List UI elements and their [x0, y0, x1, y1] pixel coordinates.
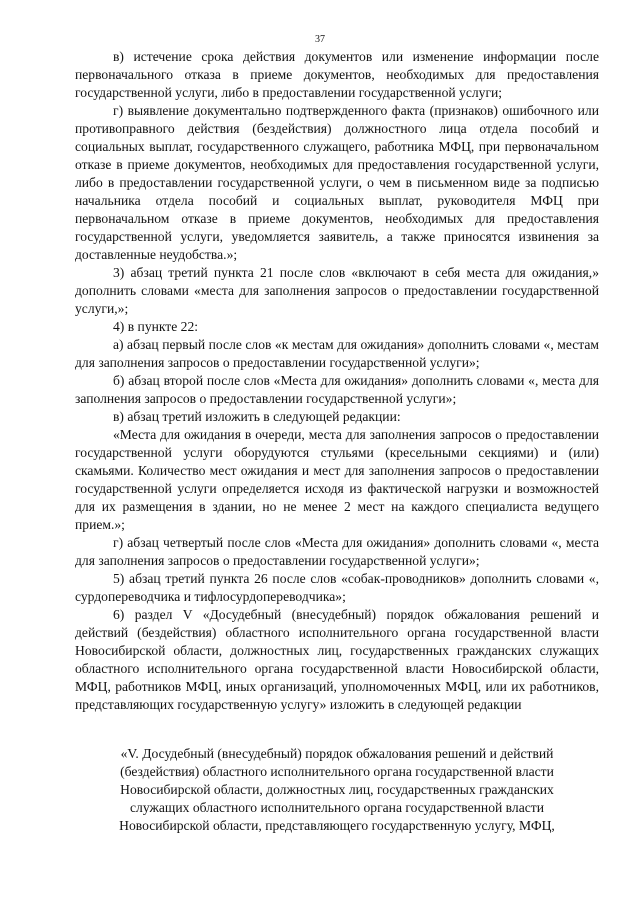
paragraph-item-4: 4) в пункте 22:	[113, 319, 199, 334]
paragraph-item-4g: г) абзац четвертый после слов «Места для ожидания» дополнить словами «, места для заполнения запросов о предоставлении государственной услуги»;	[75, 535, 599, 568]
paragraph-item-4v: в) абзац третий изложить в следующей редакции:	[113, 409, 401, 424]
heading-line: Новосибирской области, представляющего государственную услугу, МФЦ,	[119, 818, 555, 833]
heading-line: «V. Досудебный (внесудебный) порядок обжалования решений и действий	[120, 746, 554, 761]
body-text	[75, 48, 599, 714]
paragraph-item-6: 6) раздел V «Досудебный (внесудебный) порядок обжалования решений и действий (бездействия) областного исполнительного органа государственной власти Новосибирской области, должностных лиц, государственных гражданских служащих областного исполнительного органа государственной власти Новосибирской области, МФЦ, работников МФЦ, иных организаций, уполномоченных МФЦ, или их работников, представляющих государственную услугу» изложить в следующей редакции	[75, 607, 599, 712]
page-number: 37	[315, 34, 325, 45]
heading-line: Новосибирской области, должностных лиц, государственных гражданских	[120, 782, 554, 797]
heading-line: (бездействия) областного исполнительного органа государственной власти	[120, 764, 554, 779]
heading-line: служащих областного исполнительного органа государственной власти	[130, 800, 544, 815]
paragraph-g: г) выявление документально подтвержденного факта (признаков) ошибочного или противоправного действия (бездействия) должностного лица отдела пособий и социальных выплат, государственного служащего, работника МФЦ, при первоначальном отказе в приеме документов, необходимых для предоставления государственной услуги, либо в предоставлении государственной услуги, о чем в письменном виде за подписью начальника отдела пособий и социальных выплат, руководителя МФЦ при первоначальном отказе в приеме документов, необходимых для предоставления государственной услуги, уведомляется заявитель, а также приносятся извинения за доставленные неудобства.»;	[75, 103, 599, 262]
paragraph-item-4a: а) абзац первый после слов «к местам для ожидания» дополнить словами «, местам для заполнения запросов о предоставлении государственной услуги»;	[75, 337, 599, 370]
paragraph-item-3: 3) абзац третий пункта 21 после слов «включают в себя места для ожидания,» дополнить словами «места для заполнения запросов о предоставлении государственной услуги,»;	[75, 265, 599, 316]
section-heading	[75, 745, 599, 835]
paragraph-quote: «Места для ожидания в очереди, места для заполнения запросов о предоставлении государственной услуги оборудуются стульями (кресельными секциями) и (или) скамьями. Количество мест ожидания и мест для заполнения запросов о предоставлении государственной услуги определяется исходя из фактической нагрузки и возможностей для их размещения в здании, но не менее 2 мест на каждого специалиста ведущего прием.»;	[75, 427, 599, 532]
paragraph-v: в) истечение срока действия документов или изменение информации после первоначального отказа в приеме документов, необходимых для предоставления государственной услуги, либо в предоставлении государственной услуги;	[75, 49, 599, 100]
paragraph-item-5: 5) абзац третий пункта 26 после слов «собак-проводников» дополнить словами «, сурдопереводчика и тифлосурдопереводчика»;	[75, 571, 599, 604]
paragraph-item-4b: б) абзац второй после слов «Места для ожидания» дополнить словами «, места для заполнения запросов о предоставлении государственной услуги»;	[75, 373, 599, 406]
